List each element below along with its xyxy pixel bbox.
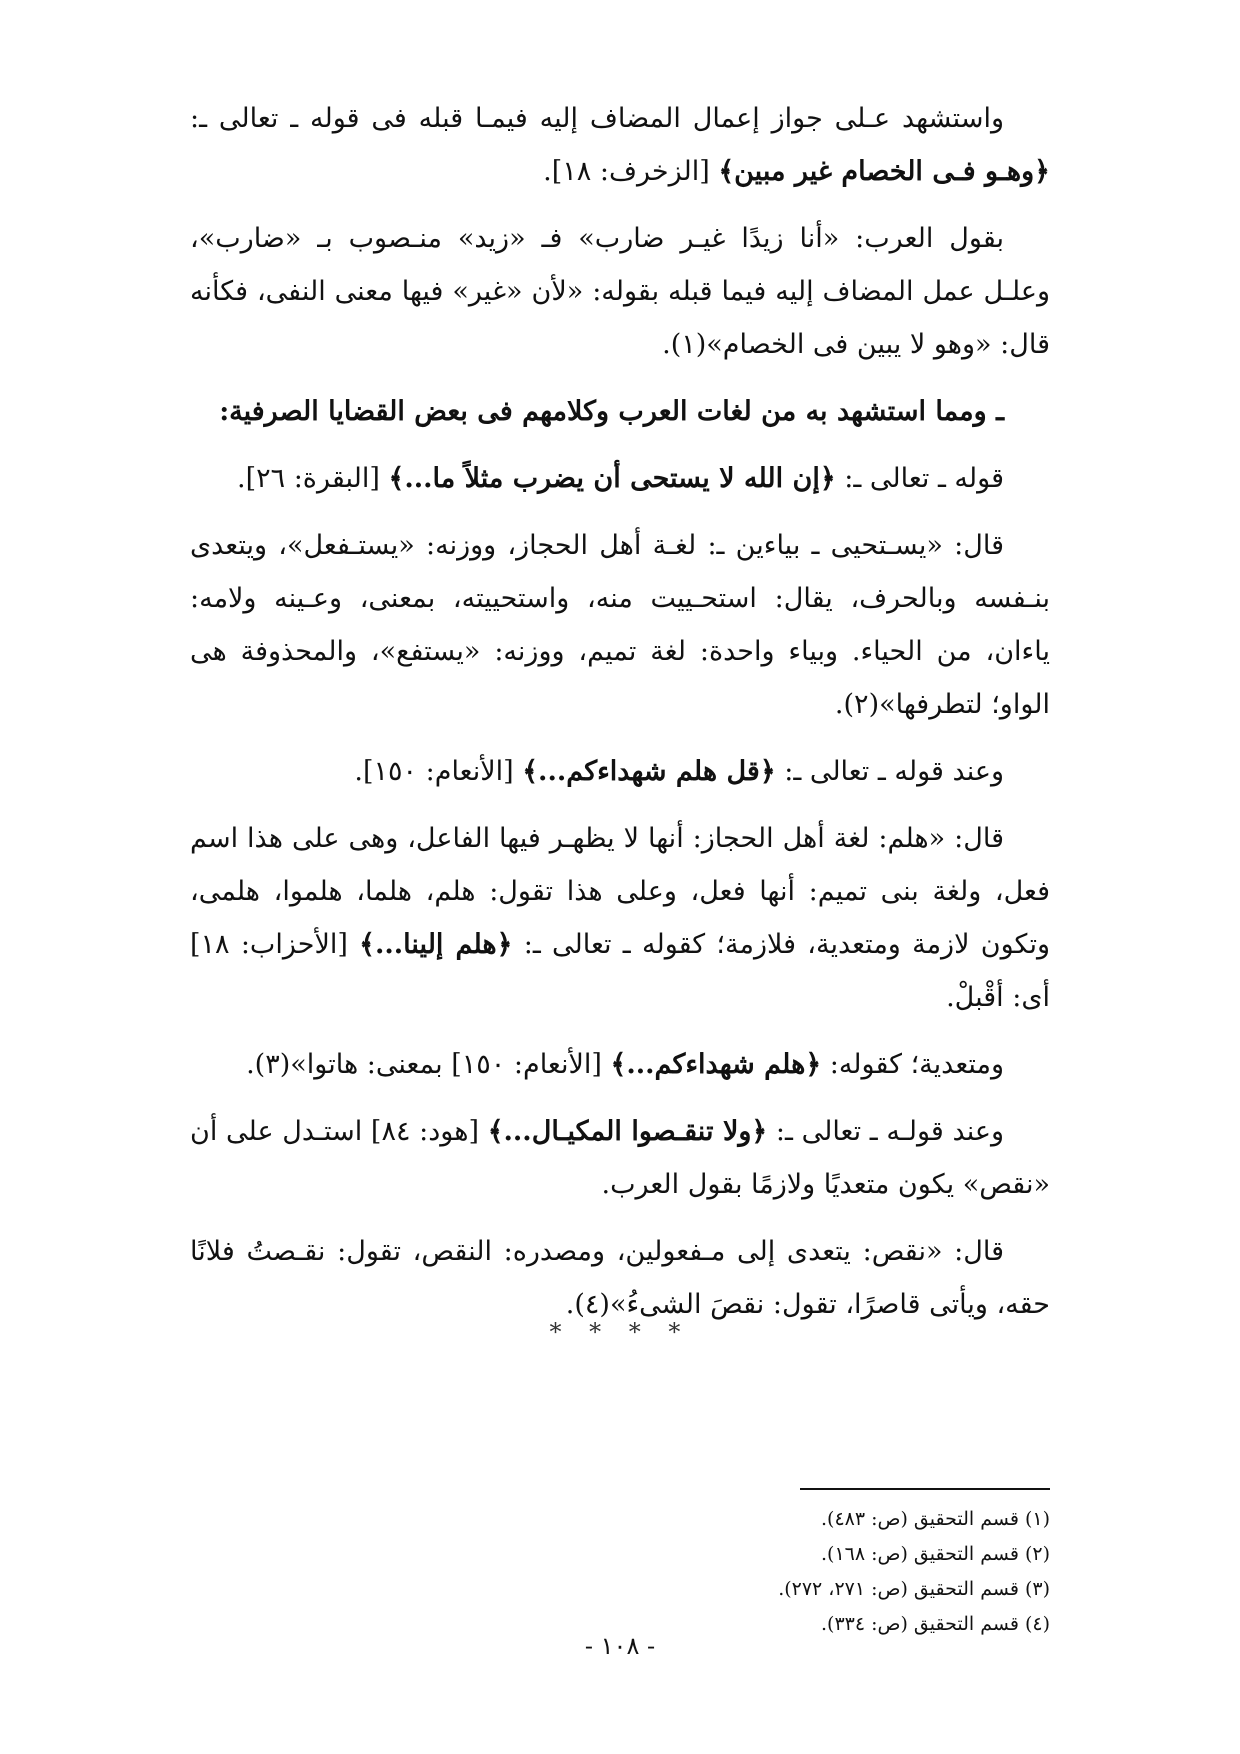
paragraph-text: [الأحزاب: ١٨] أى: أقْبلْ.: [190, 929, 1050, 1013]
paragraph-text: ومتعدية؛ كقوله:: [821, 1049, 1004, 1080]
paragraph-text: قال: «نقص: يتعدى إلى مـفعولين، ومصدره: النقص، تقول: نقـصتُ فلانًا حقه، ويأتى قاصرًا، تقول: نقصَ الشىءُ»(٤).: [190, 1236, 1050, 1320]
quran-quote: ﴿قل هلم شهداءكم...﴾: [522, 756, 776, 787]
paragraph: [190, 1105, 1050, 1211]
paragraph: [190, 212, 1050, 371]
paragraph: [190, 452, 1050, 505]
footnotes: [190, 1502, 1050, 1642]
section-heading: [190, 385, 1050, 438]
paragraph-text: قوله ـ تعالى ـ:: [835, 463, 1004, 494]
footnote-3: (٣) قسم التحقيق (ص: ٢٧١، ٢٧٢).: [778, 1578, 1050, 1600]
body-text: [190, 92, 1050, 1345]
footnote-separator: [800, 1488, 1050, 1490]
paragraph-text: قال: «هلم: لغة أهل الحجاز: أنها لا يظهـر فيها الفاعل، وهى على هذا اسم فعل، ولغة بنى تميم: أنها فعل، وعلى هذا تقول: هلم، هلما، هلموا، هلمى، وتكون لازمة ومتعدية، فلازمة؛ كقوله ـ تعالى ـ:: [190, 823, 1050, 960]
paragraph-text: [الأنعام: ١٥٠] بمعنى: هاتوا»(٣).: [246, 1049, 611, 1080]
quran-quote: ﴿هلم شهداءكم...﴾: [610, 1049, 822, 1080]
quran-quote: ﴿هلم إلينا...﴾: [359, 929, 513, 960]
quran-quote: ﴿وهـو فـى الخصام غير مبين﴾: [718, 156, 1050, 187]
quran-quote: ـ ومما استشهد به من لغات العرب وكلامهم فى بعض القضايا الصرفية:: [219, 396, 1004, 427]
paragraph-text: [هود: ٨٤] استـدل على أن «نقص» يكون متعديًا ولازمًا بقول العرب.: [190, 1116, 1050, 1200]
paragraph: [190, 745, 1050, 798]
paragraph-text: قال: «يسـتحيى ـ بياءين ـ: لغـة أهل الحجاز، ووزنه: «يستـفعل»، ويتعدى بنـفسه وبالحرف، يقال: استحـييت منه، واستحييته، بمعنى، وعـينه ولامه: ياءان، من الحياء. وبياء واحدة: لغة تميم، ووزنه: «يستفع»، والمحذوفة هى الواو؛ لتطرفها»(٢).: [190, 530, 1050, 720]
paragraph-text: وعند قولـه ـ تعالى ـ:: [767, 1116, 1004, 1147]
quran-quote: ﴿ولا تنقـصوا المكيـال...﴾: [487, 1116, 768, 1147]
paragraph-text: وعند قوله ـ تعالى ـ:: [775, 756, 1004, 787]
paragraph: [190, 1038, 1050, 1091]
section-ornament: * * * *: [549, 1318, 691, 1346]
paragraph-text: واستشهد عـلى جواز إعمال المضاف إليه فيمـا قبله فى قوله ـ تعالى ـ:: [190, 103, 1004, 134]
paragraph-text: بقول العرب: «أنا زيدًا غيـر ضارب» فـ «زيد» منـصوب بـ «ضارب»، وعلـل عمل المضاف إليه فيما قبله بقوله: «لأن «غير» فيها معنى النفى، فكأنه قال: «وهو لا يبين فى الخصام»(١).: [190, 223, 1050, 360]
footnote-4: (٤) قسم التحقيق (ص: ٣٣٤).: [820, 1613, 1050, 1635]
paragraph-text: [الزخرف: ١٨].: [543, 156, 719, 187]
paragraph-text: [البقرة: ٢٦].: [236, 463, 389, 494]
page-number: - ١٠٨ -: [584, 1632, 656, 1660]
footnote-1: (١) قسم التحقيق (ص: ٤٨٣).: [820, 1508, 1050, 1530]
paragraph: [190, 1225, 1050, 1331]
paragraph: [190, 519, 1050, 731]
paragraph: [190, 812, 1050, 1024]
paragraph: [190, 92, 1050, 198]
footnote-2: (٢) قسم التحقيق (ص: ١٦٨).: [820, 1543, 1050, 1565]
quran-quote: ﴿إن الله لا يستحى أن يضرب مثلاً ما...﴾: [388, 463, 836, 494]
paragraph-text: [الأنعام: ١٥٠].: [354, 756, 523, 787]
